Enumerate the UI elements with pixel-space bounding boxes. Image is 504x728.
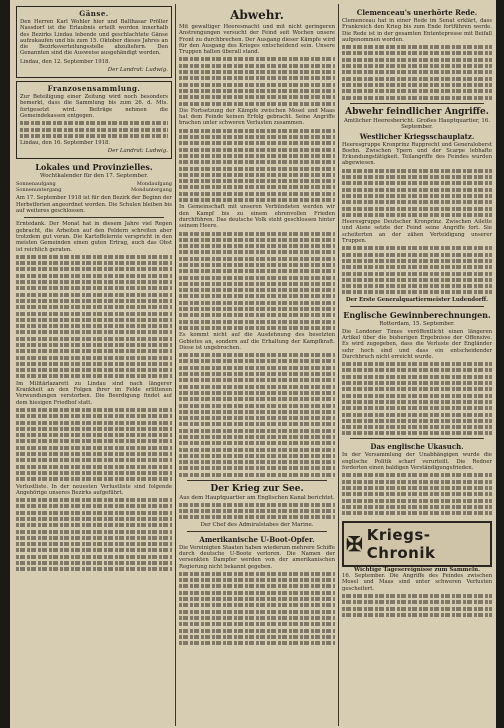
column-3 xyxy=(342,6,492,724)
notice-title: Gänse. xyxy=(79,9,109,18)
notice-title: Franzosensammlung. xyxy=(47,84,141,94)
article-paragraph: Verlustliste. In der neuesten Verlustliste sind folgende Angehörige unseres Bezirks aufgeführt. xyxy=(16,483,172,496)
column-1 xyxy=(16,6,172,724)
column-rule xyxy=(338,4,339,726)
article-headline: Abwehr feindlicher Angriffe. xyxy=(345,106,489,117)
section-subheading: Wochtkalender für den 17. September. xyxy=(39,173,149,180)
article-paragraph: Die Vereinigten Staaten haben wiederum mehrere Schiffe durch deutsche U-Boote verloren. Die Namen der versenkten Dampfer werden von der amerikanischen Regierung nicht bekannt gegeben. xyxy=(179,544,335,570)
article-headline: Abwehr. xyxy=(230,8,284,22)
article-paragraph: In Gemeinschaft mit unseren Verbündeten werden wir den Kampf bis zu einem ehrenvollen Frieden durchführen. Das deutsche Volk steht geschlossen hinter seinem Heere. xyxy=(179,204,335,230)
article-dateline: Aus dem Hauptquartier am Englischen Kanal berichtet. xyxy=(179,494,335,501)
article-paragraph: Erntedank. Der Monat hat in diesem Jahre viel Regen gebracht, die Arbeiten auf den Feldern schreiten aber trotzdem gut voran. Die Kartoffelernte verspricht in den meisten Gemeinden einen guten Ertrag, auch das Obst ist reichlich geraten. xyxy=(16,221,172,253)
section-heading: Lokales und Provinzielles. xyxy=(35,162,153,173)
article-paragraph: Clemenceau hat in einer Rede im Senat erklärt, dass Frankreich den Krieg bis zum Ende fortführen werde. Die Rede ist in der gesamten Ententepresse mit Beifall aufgenommen worden. xyxy=(342,18,492,43)
newspaper-page xyxy=(10,0,496,728)
section-heading: Clemenceau's unerhörte Rede. xyxy=(356,8,478,17)
notice-date: Lindau, den 12. September 1918. xyxy=(20,58,111,65)
article-dateline: Amtlicher Heeresbericht. Großes Hauptquartier, 16. September. xyxy=(343,117,491,130)
calendar-table xyxy=(16,181,172,193)
article-paragraph: Im Militärlazarett zu Lindau sind nach längerer Krankheit an den Folgen ihrer im Felde erlittenen Verwundungen verstorben. Die Beerdigung findet auf dem hiesigen Friedhof statt. xyxy=(16,380,172,406)
article-dateline: Rotterdam, 15. September. xyxy=(379,320,455,327)
notice-signature: Der Landrat: Ludwig. xyxy=(107,148,168,155)
article-paragraph: Heeresgruppe Deutscher Kronprinz. Zwischen Ailette und Aisne setzte der Feind seine Angriffe fort. Sie scheiterten an der zähen Verteidigung unserer Truppen. xyxy=(342,219,492,245)
calendar-row: Sonnenuntergang Monduntergang xyxy=(16,187,172,194)
article-note: Der Chef des Admiralstabes der Marine. xyxy=(200,521,314,528)
kriegs-chronik-banner xyxy=(342,521,492,567)
notice-text: Zur Beteiligung einer Zeitung wird noch besonders bemerkt, dass die Sammlung bis zum 26. d. Mts. fortgesetzt wird. Beiträge nehmen die Gemeindekassen entgegen. xyxy=(20,94,168,119)
article-headline: Englische Gewinnberechnungen. xyxy=(343,309,491,320)
article-paragraph: Es kommt nicht auf die Ausdehnung des besetzten Gebietes an, sondern auf die Erhaltung der Kampfkraft. Diese ist ungebrochen. xyxy=(179,332,335,351)
article-headline: Der Krieg zur See. xyxy=(210,483,304,494)
article-paragraph: Heeresgruppe Kronprinz Rupprecht und Generaloberst Boehn. Zwischen Ypern und der Scarpe lebhafte Erkundungstätigkeit. Teilangriffe des Feindes wurden abgewiesen. xyxy=(342,141,492,167)
notice-franzosensammlung xyxy=(16,81,172,159)
banner-title: Kriegs-Chronik xyxy=(366,526,436,563)
article-paragraph: Am 17. September 1918 ist für den Bezirk der Beginn der Herbstferien angeordnet worden. Die Schulen bleiben bis auf weiteres geschlossen. xyxy=(16,195,172,215)
section-heading: Westlicher Kriegsschauplatz. xyxy=(359,131,475,141)
calendar-row: Sonnenaufgang Mondaufgang xyxy=(16,181,172,188)
banner-subtitle: Wichtige Tagesereignisse zum Sammeln. xyxy=(353,567,481,574)
notice-date: Lindau, den 16. September 1918. xyxy=(20,140,111,147)
article-paragraph: 16. September. Die Angriffe des Feindes zwischen Mosel und Maas sind unter schweren Verlusten gescheitert. xyxy=(342,573,492,592)
column-rule xyxy=(175,4,176,726)
section-heading: Amerikanische U-Boot-Opfer. xyxy=(199,534,315,544)
article-paragraph: Mit gewaltiger Heeresmacht und mit nicht geringeren Anstrengungen versucht der Feind seit Wochen unsere Front zu durchbrechen. Der Ausgang dieser Kämpfe wird für den Ausgang des Krieges entscheidend sein. Unsere Truppen halten überall stand. xyxy=(179,24,335,56)
article-note: Der Erste Generalquartiermeister Ludendorff. xyxy=(345,296,489,303)
article-paragraph: In der Versammlung der Unabhängigen wurde die englische Politik scharf verurteilt. Die Redner forderten einen baldigen Verständigungsfrieden. xyxy=(342,452,492,472)
article-paragraph: Die Fortsetzung der Kämpfe zwischen Mosel und Maas hat dem Feinde keinen Erfolg gebracht. Seine Angriffe brachen unter schweren Verlusten zusammen. xyxy=(179,107,335,127)
column-2 xyxy=(179,6,335,724)
article-paragraph: Die Londoner Times veröffentlicht einen längeren Artikel über die bisherigen Ergebnisse der Offensive. Es wird zugegeben, dass die Verluste der Engländer sehr hoch sind und dass ein entscheidender Durchbruch nicht erreicht wurde. xyxy=(342,328,492,360)
notice-gaense xyxy=(16,6,172,78)
notice-signature: Der Landrat: Ludwig. xyxy=(107,67,168,74)
section-heading: Das englische Ukasuch. xyxy=(370,442,464,452)
notice-text: Den Herren Karl Wohler hier und Balthasar Pröller Nassdorf ist die Erlaubnis erteilt worden innerhalb des Bezirks Lindau lebende und geschlachtete Gänse aufzukaufen und bis zum 15. Oktober dieses Jahres an die Bezirksverteilungsstelle abzuliefern. Den Genannten sind die Ausweise ausgehändigt worden. xyxy=(20,19,168,57)
iron-cross-icon: ✠ xyxy=(346,532,363,557)
